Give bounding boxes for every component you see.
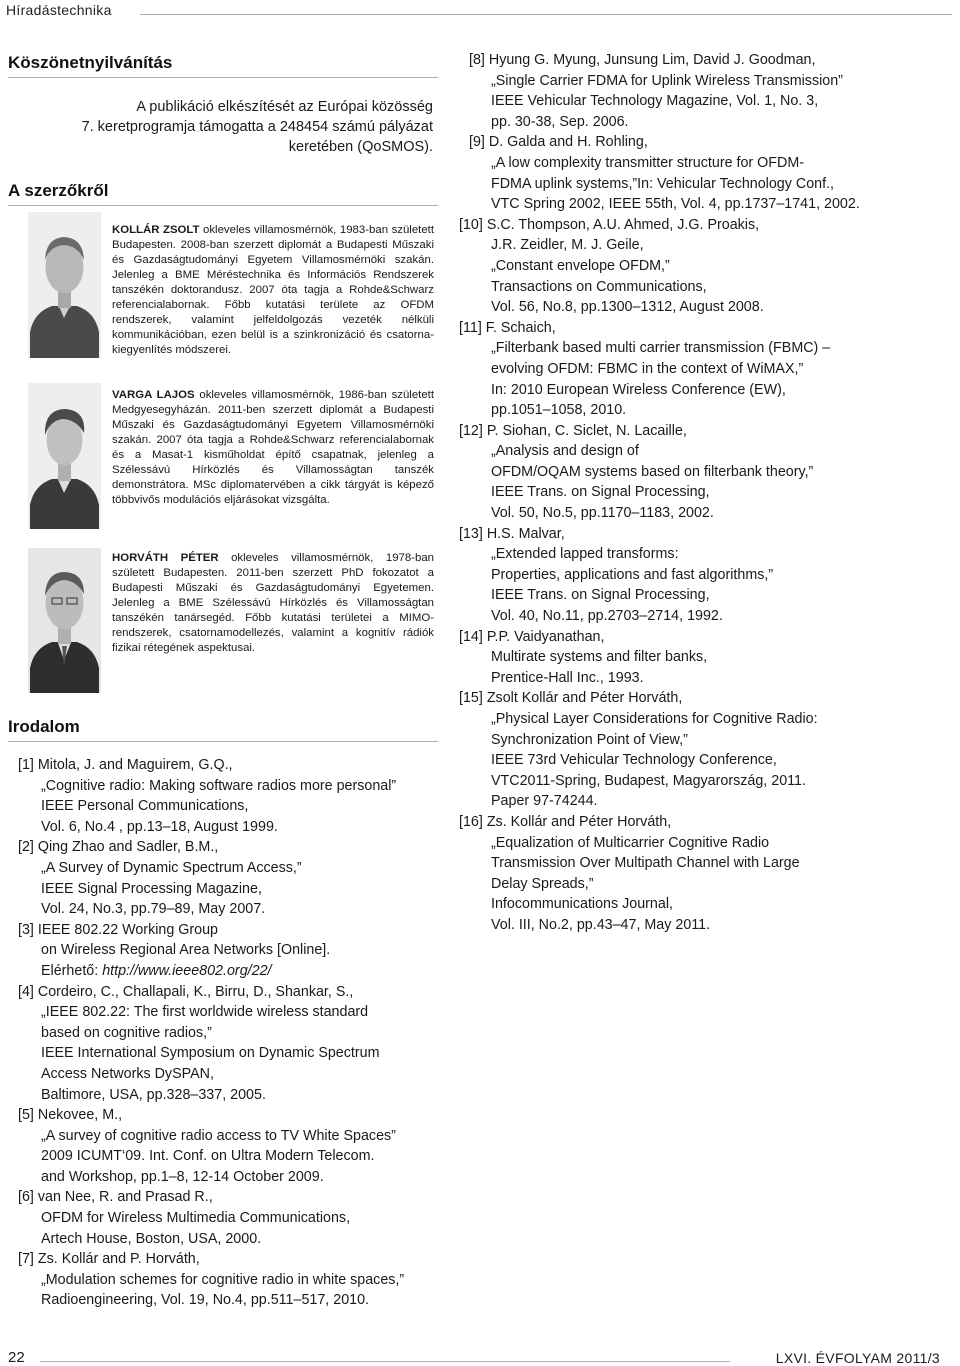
reference-line: „Equalization of Multicarrier Cognitive Radio xyxy=(491,834,770,851)
authors-title: A szerzőkről xyxy=(8,181,109,200)
author-name: VARGA LAJOS xyxy=(112,389,195,401)
reference-line: [5] Nekovee, M., xyxy=(18,1107,123,1124)
reference-line: Vol. 50, No.5, pp.1170–1183, 2002. xyxy=(491,505,714,522)
reference-7 xyxy=(18,1249,404,1311)
reference-line: „IEEE 802.22: The first worldwide wireless standard xyxy=(41,1004,369,1021)
reference-line: „Extended lapped transforms: xyxy=(491,546,679,563)
reference-9 xyxy=(459,132,860,214)
author-bio-varga xyxy=(112,388,434,508)
reference-line: „Analysis and design of xyxy=(491,443,639,460)
references-right-column xyxy=(459,50,860,936)
reference-line: Transactions on Communications, xyxy=(491,278,707,295)
authors-rule xyxy=(8,205,438,206)
journal-issue: LXVI. ÉVFOLYAM 2011/3 xyxy=(775,1350,940,1366)
reference-11 xyxy=(459,318,860,421)
reference-line: „Constant envelope OFDM,” xyxy=(491,257,670,274)
portrait-icon xyxy=(28,383,101,529)
reference-line: [4] Cordeiro, C., Challapali, K., Birru, D., Shankar, S., xyxy=(18,983,354,1000)
reference-line: [2] Qing Zhao and Sadler, B.M., xyxy=(18,839,219,856)
reference-12 xyxy=(459,421,860,524)
reference-line: „Cognitive radio: Making software radios more personal” xyxy=(41,777,397,794)
references-title: Irodalom xyxy=(8,717,80,736)
author-bio-kollar xyxy=(112,223,434,358)
reference-line: [14] P.P. Vaidyanathan, xyxy=(459,628,605,645)
reference-line: [3] IEEE 802.22 Working Group xyxy=(18,921,219,938)
reference-line: VTC Spring 2002, IEEE 55th, Vol. 4, pp.1737–1741, 2002. xyxy=(491,196,860,213)
acknowledgement-line: A publikáció elkészítését az Európai közösség xyxy=(136,99,433,115)
reference-line: „Modulation schemes for cognitive radio in white spaces,” xyxy=(41,1271,405,1288)
reference-line: [7] Zs. Kollár and P. Horváth, xyxy=(18,1251,200,1268)
author-bio-text: okleveles villamosmérnök, 1983-ban született Budapesten. 2008-ban szerzett diplomát a Budapesti Műszaki és Gazdaságtudományi Egyetem Villamosmérnöki szakán. Jelenleg a BME Méréstechnika és Információs Rendszerek tanszékén doktorandusz. 2007 óta tagja a Rohde&Schwarz referencialabornak. Főbb kutatási területe az OFDM rendszerek, valamint jelfeldolgozás vezeték nélküli kommunikációban, ezen belül is a szinkronizáció és csatorna-kiegyenlítés módszerei. xyxy=(112,224,434,356)
reference-line: Properties, applications and fast algorithms,” xyxy=(491,566,774,583)
reference-line: Vol. 24, No.3, pp.79–89, May 2007. xyxy=(41,901,266,918)
reference-line: [10] S.C. Thompson, A.U. Ahmed, J.G. Proakis, xyxy=(459,216,760,233)
reference-line: Transmission Over Multipath Channel with Large xyxy=(491,855,800,872)
reference-line: FDMA uplink systems,”In: Vehicular Technology Conf., xyxy=(491,175,835,192)
reference-14 xyxy=(459,627,860,689)
reference-2 xyxy=(18,837,404,919)
author-photo-kollar xyxy=(28,212,101,358)
reference-line: [15] Zsolt Kollár and Péter Horváth, xyxy=(459,690,683,707)
reference-line: „Physical Layer Considerations for Cognitive Radio: xyxy=(491,711,818,727)
reference-url-link[interactable]: http://www.ieee802.org/22/ xyxy=(102,962,272,979)
reference-line: based on cognitive radios,” xyxy=(41,1024,212,1041)
reference-line: Vol. III, No.2, pp.43–47, May 2011. xyxy=(491,916,711,933)
reference-8 xyxy=(459,50,860,132)
reference-line: „A survey of cognitive radio access to TV White Spaces” xyxy=(41,1127,396,1144)
author-bio-text: okleveles villamosmérnök, 1986-ban született Medgyesegyházán. 2011-ben szerzett diplomát a Budapesti Műszaki és Gazdaságtudományi Egyetem Villamosmérnöki szakán. 2007 óta tagja a Rohde&Schwarz referencialabornak és a Masat-1 kisműholdat építő csapatnak, jelenleg a Szélessávú Hírközlés és Villamosságtan tanszék demonstrátora. MSc diplomatervében a cikk tárgyát is képező többvivős modulációs eljárásokat vizsgálta. xyxy=(112,389,434,506)
reference-line: Synchronization Point of View,” xyxy=(491,731,688,748)
reference-5 xyxy=(18,1105,404,1187)
reference-line: Artech House, Boston, USA, 2000. xyxy=(41,1230,262,1247)
references-rule xyxy=(8,741,438,742)
reference-4 xyxy=(18,982,404,1106)
reference-line: OFDM/OQAM systems based on filterbank theory,” xyxy=(491,463,814,480)
author-name: HORVÁTH PÉTER xyxy=(112,552,219,564)
reference-line: Radioengineering, Vol. 19, No.4, pp.511–517, 2010. xyxy=(41,1292,370,1309)
reference-15 xyxy=(459,688,860,812)
reference-line: Infocommunications Journal, xyxy=(491,896,673,913)
reference-line: Delay Spreads,” xyxy=(491,875,594,892)
footer-rule xyxy=(40,1361,730,1362)
reference-13 xyxy=(459,524,860,627)
reference-line: In: 2010 European Wireless Conference (EW), xyxy=(491,381,786,398)
reference-line: IEEE Vehicular Technology Magazine, Vol. 1, No. 3, xyxy=(491,93,819,110)
reference-line: and Workshop, pp.1–8, 12-14 October 2009. xyxy=(41,1168,324,1185)
reference-line: [13] H.S. Malvar, xyxy=(459,525,565,542)
reference-prefix: Elérhető: xyxy=(41,962,103,979)
reference-line: IEEE Personal Communications, xyxy=(41,798,249,815)
reference-line: IEEE International Symposium on Dynamic Spectrum xyxy=(41,1045,380,1062)
reference-line: Vol. 56, No.8, pp.1300–1312, August 2008. xyxy=(491,299,764,316)
reference-line: evolving OFDM: FBMC in the context of WiMAX,” xyxy=(491,360,804,377)
reference-line: Baltimore, USA, pp.328–337, 2005. xyxy=(41,1086,266,1103)
reference-6 xyxy=(18,1187,404,1249)
reference-line xyxy=(18,961,404,982)
reference-10 xyxy=(459,215,860,318)
author-bio-text: okleveles villamosmérnök, 1978-ban született Budapesten. 2011-ben szerzett PhD fokozatot a Budapesti Műszaki és Gazdaságtudományi Egyetemen. Jelenleg a BME Szélessávú Hírközlés és Villamosságtan tanszékén tanársegéd. Főbb kutatási területei a MIMO-rendszerek, csatornamodellezés, valamint a kognitív rádiók fizikai rétegének aspektusai. xyxy=(112,552,434,654)
reference-line: Vol. 40, No.11, pp.2703–2714, 1992. xyxy=(491,608,723,625)
reference-line: [9] D. Galda and H. Rohling, xyxy=(469,134,648,151)
header-rule xyxy=(140,14,952,15)
acknowledgement-text xyxy=(20,97,433,157)
reference-line: „Single Carrier FDMA for Uplink Wireless Transmission” xyxy=(491,72,843,89)
reference-line: pp. 30-38, Sep. 2006. xyxy=(491,113,629,130)
reference-line: VTC2011-Spring, Budapest, Magyarország, 2011. xyxy=(491,772,806,789)
header-title: Híradástechnika xyxy=(6,2,112,18)
reference-line: [1] Mitola, J. and Maguirem, G.Q., xyxy=(18,757,233,773)
reference-16 xyxy=(459,812,860,936)
reference-line: [8] Hyung G. Myung, Junsung Lim, David J. Goodman, xyxy=(469,52,816,68)
acknowledgement-line: keretében (QoSMOS). xyxy=(288,139,433,155)
portrait-icon xyxy=(28,212,101,358)
author-photo-varga xyxy=(28,383,101,529)
author-photo-horvath xyxy=(28,548,101,693)
reference-line: 2009 ICUMT‘09. Int. Conf. on Ultra Modern Telecom. xyxy=(41,1148,375,1165)
reference-line: [12] P. Siohan, C. Siclet, N. Lacaille, xyxy=(459,422,687,439)
page-number: 22 xyxy=(8,1349,25,1366)
reference-line: [16] Zs. Kollár and Péter Horváth, xyxy=(459,813,672,830)
acknowledgement-rule xyxy=(8,77,438,78)
references-left-column xyxy=(18,755,404,1311)
reference-line: pp.1051–1058, 2010. xyxy=(491,402,627,419)
reference-3 xyxy=(18,920,404,982)
reference-line: Vol. 6, No.4 , pp.13–18, August 1999. xyxy=(41,818,278,835)
portrait-icon xyxy=(28,548,101,693)
author-name: KOLLÁR ZSOLT xyxy=(112,224,200,236)
reference-line: J.R. Zeidler, M. J. Geile, xyxy=(491,237,644,254)
reference-line: on Wireless Regional Area Networks [Online]. xyxy=(41,942,331,959)
reference-line: [11] F. Schaich, xyxy=(459,319,556,336)
reference-line: IEEE Trans. on Signal Processing, xyxy=(491,484,710,501)
reference-line: Prentice-Hall Inc., 1993. xyxy=(491,669,644,686)
reference-line: IEEE 73rd Vehicular Technology Conference, xyxy=(491,752,777,769)
reference-line: IEEE Signal Processing Magazine, xyxy=(41,880,262,897)
reference-line: OFDM for Wireless Multimedia Communications, xyxy=(41,1210,351,1227)
acknowledgement-title: Köszönetnyilvánítás xyxy=(8,53,173,72)
author-bio-horvath xyxy=(112,551,434,656)
reference-line: Multirate systems and filter banks, xyxy=(491,649,708,666)
reference-1 xyxy=(18,755,404,837)
reference-line: Access Networks DySPAN, xyxy=(41,1065,214,1082)
acknowledgement-line: 7. keretprogramja támogatta a 248454 számú pályázat xyxy=(81,119,433,135)
reference-line: Paper 97-74244. xyxy=(491,793,598,810)
reference-line: „A Survey of Dynamic Spectrum Access,” xyxy=(41,859,302,876)
reference-line: „Filterbank based multi carrier transmission (FBMC) – xyxy=(491,340,831,357)
reference-line: [6] van Nee, R. and Prasad R., xyxy=(18,1189,213,1206)
reference-line: IEEE Trans. on Signal Processing, xyxy=(491,587,710,604)
reference-line: „A low complexity transmitter structure for OFDM- xyxy=(491,154,805,171)
